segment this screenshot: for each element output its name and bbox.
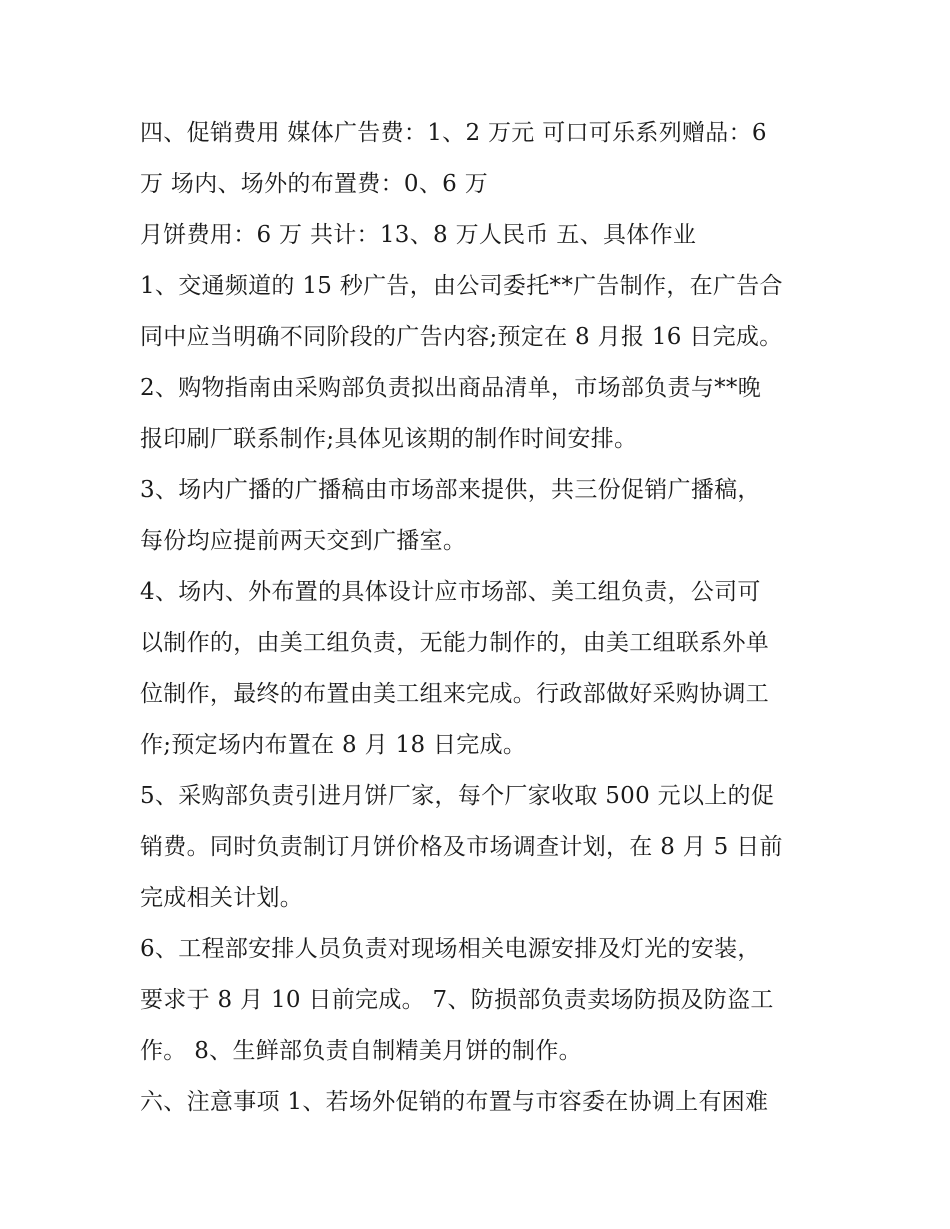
text-line: 每份均应提前两天交到广播室。 bbox=[140, 528, 467, 554]
text-line: 作。 8、生鲜部负责自制精美月饼的制作。 bbox=[140, 1038, 582, 1064]
text-line: 同中应当明确不同阶段的广告内容;预定在 8 月报 16 日完成。 bbox=[140, 324, 783, 350]
text-line: 作;预定场内布置在 8 月 18 日完成。 bbox=[140, 732, 527, 758]
text-line: 要求于 8 月 10 日前完成。 7、防损部负责卖场防损及防盗工 bbox=[140, 987, 774, 1013]
text-line: 2、购物指南由采购部负责拟出商品清单，市场部负责与**晚 bbox=[140, 375, 762, 401]
text-line: 四、促销费用 媒体广告费：1、2 万元 可口可乐系列赠品：6 bbox=[140, 120, 767, 146]
text-line: 万 场内、场外的布置费：0、6 万 bbox=[140, 171, 488, 197]
text-line: 6、工程部安排人员负责对现场相关电源安排及灯光的安装， bbox=[140, 936, 761, 962]
text-line: 月饼费用：6 万 共计：13、8 万人民币 五、具体作业 bbox=[140, 222, 697, 248]
text-line: 六、注意事项 1、若场外促销的布置与市容委在协调上有困难 bbox=[140, 1089, 769, 1115]
text-line: 位制作，最终的布置由美工组来完成。行政部做好采购协调工 bbox=[140, 681, 770, 707]
document-body bbox=[140, 108, 820, 1128]
text-line: 以制作的，由美工组负责，无能力制作的，由美工组联系外单 bbox=[140, 630, 770, 656]
text-line: 4、场内、外布置的具体设计应市场部、美工组负责，公司可 bbox=[140, 579, 761, 605]
text-line: 完成相关计划。 bbox=[140, 885, 304, 911]
text-line: 报印刷厂联系制作;具体见该期的制作时间安排。 bbox=[140, 426, 638, 452]
text-line: 5、采购部负责引进月饼厂家，每个厂家收取 500 元以上的促 bbox=[140, 783, 775, 809]
text-line: 1、交通频道的 15 秒广告，由公司委托**广告制作，在广告合 bbox=[140, 273, 783, 299]
text-line: 销费。同时负责制订月饼价格及市场调查计划，在 8 月 5 日前 bbox=[140, 834, 783, 860]
text-line: 3、场内广播的广播稿由市场部来提供，共三份促销广播稿， bbox=[140, 477, 761, 503]
